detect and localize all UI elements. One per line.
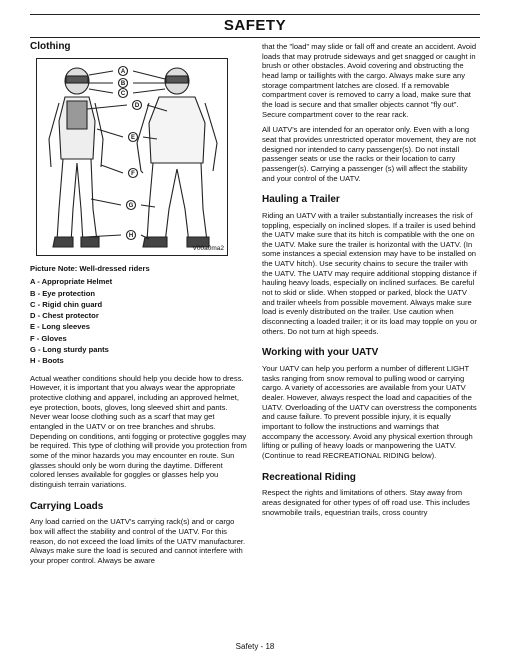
working-heading: Working with your UATV bbox=[262, 347, 379, 359]
callout-e: E bbox=[130, 134, 136, 141]
callout-a: A bbox=[120, 68, 126, 75]
carrying-continued-paragraph: that the "load" may slide or fall off and create an accident. Avoid loads that may protrude sideways and get snagged or caught in brush or other obstacles. Avoid covering and obstructing the head lamp or taillights with the cargo. Always make sure any storage compartment latches are closed. If a removable compartment cover is removed to carry a load, make sure that the load is secure and that smaller objects cannot "fly out". Secure compartment cover to the rear rack. bbox=[262, 42, 477, 119]
callout-h: H bbox=[128, 232, 134, 239]
clothing-paragraph: Actual weather conditions should help you decide how to dress. However, it is important that you always wear the appropriate protective clothing and apparel, including an approved helmet, eye protection, boots, gloves, long sleeved shirt and pants. Never wear loose clothing such as a scarf that may get entangled in the UATV or on tree branches and shrubs. Depending on conditions, anti fogging or protective goggles may be required. This type of clothing will provide you protection from some of the minor hazards you may encounter en route. Sun glasses should only be worn during the daytime. Different colored lenses available for goggles or glasses help you distinguish terrain variations. bbox=[30, 373, 247, 489]
page-title: SAFETY bbox=[223, 17, 287, 34]
passenger-paragraph: All UATV's are intended for an operator only. Even with a long seat that provides unrestricted operator movement, they are not designed nor intended to carry passenger(s). Do not install passenger seats or use the racks or their location to carry passenger(s). Carrying a passenger (s) will affect the stability and your control of the UATV. bbox=[262, 125, 477, 183]
figure-code: V00a0ma2 bbox=[192, 245, 224, 252]
riders-illustration bbox=[36, 58, 228, 256]
legend-list bbox=[30, 277, 247, 365]
left-column bbox=[30, 42, 247, 572]
page-header bbox=[30, 14, 480, 38]
legend-item: F - Gloves bbox=[30, 333, 67, 343]
callout-f: F bbox=[131, 170, 135, 177]
callout-c: C bbox=[120, 90, 126, 97]
riders-drawing bbox=[37, 59, 227, 255]
carrying-loads-paragraph: Any load carried on the UATV's carrying rack(s) and or cargo box will affect the stability and control of the UATV. For this reason, do not exceed the load limits of the UATV manufacturer. Always make sure the load is secured and cannot interfere with your proper control. Always be aware bbox=[30, 517, 246, 565]
picture-caption: Picture Note: Well-dressed riders bbox=[30, 263, 150, 273]
recreational-heading: Recreational Riding bbox=[262, 471, 356, 483]
clothing-heading: Clothing bbox=[30, 41, 71, 52]
trailer-paragraph: Riding an UATV with a trailer substantially increases the risk of toppling, especially on inclined slopes. If a trailer is used behind the UATV make sure that its hitch is compatible with the one on the UATV. Make sure the trailer is horizontal with the UATV. (In some instances a special extension may have to be installed on the UATV hitch). Use security chains to secure the trailer with the UATV. The UATV may require additional stopping distance if hauling heavy loads, especially on inclined surfaces. Be careful not to skid or slide. When stopped or parked, block the UATV and trailer wheels from possible movement. Always make sure load is evenly distributed on the trailer. Use caution when disconnecting a loaded trailer; it or its load may topple on you or others. Do not turn at high speeds. bbox=[262, 210, 477, 336]
carrying-loads-heading: Carrying Loads bbox=[30, 500, 104, 512]
legend-item: A - Appropriate Helmet bbox=[30, 277, 113, 287]
working-paragraph: Your UATV can help you perform a number of different LIGHT tasks ranging from snow removal to pulling wood or carrying cargo. A variety of accessories are available from your UATV dealer. However, always respect the load and capacities of the UATV. Overloading of the UATV can overstress the components and cause failure. To prevent possible injury, it is equally important to follow the instructions and warnings that accompany the accessory. Avoid any physical exertion through lifting or pulling of heavy loads or manpowering the UATV. (Continue to read RECREATIONAL RIDING below). bbox=[262, 364, 477, 460]
recreational-paragraph: Respect the rights and limitations of others. Stay away from areas designated for other types of off road use. This includes snowmobile trails, equestrian trails, cross country bbox=[262, 488, 470, 517]
callout-b: B bbox=[120, 80, 126, 87]
callout-g: G bbox=[128, 202, 134, 209]
callout-d: D bbox=[134, 102, 140, 109]
legend-item: D - Chest protector bbox=[30, 311, 99, 321]
legend-item: B - Eye protection bbox=[30, 288, 95, 298]
page-number: Safety - 18 bbox=[235, 642, 275, 651]
legend-item: C - Rigid chin guard bbox=[30, 299, 103, 309]
legend-item: E - Long sleeves bbox=[30, 322, 90, 332]
page-footer bbox=[0, 642, 510, 651]
legend-item: H - Boots bbox=[30, 356, 64, 366]
trailer-heading: Hauling a Trailer bbox=[262, 194, 340, 206]
legend-item: G - Long sturdy pants bbox=[30, 344, 109, 354]
right-column bbox=[262, 42, 479, 523]
